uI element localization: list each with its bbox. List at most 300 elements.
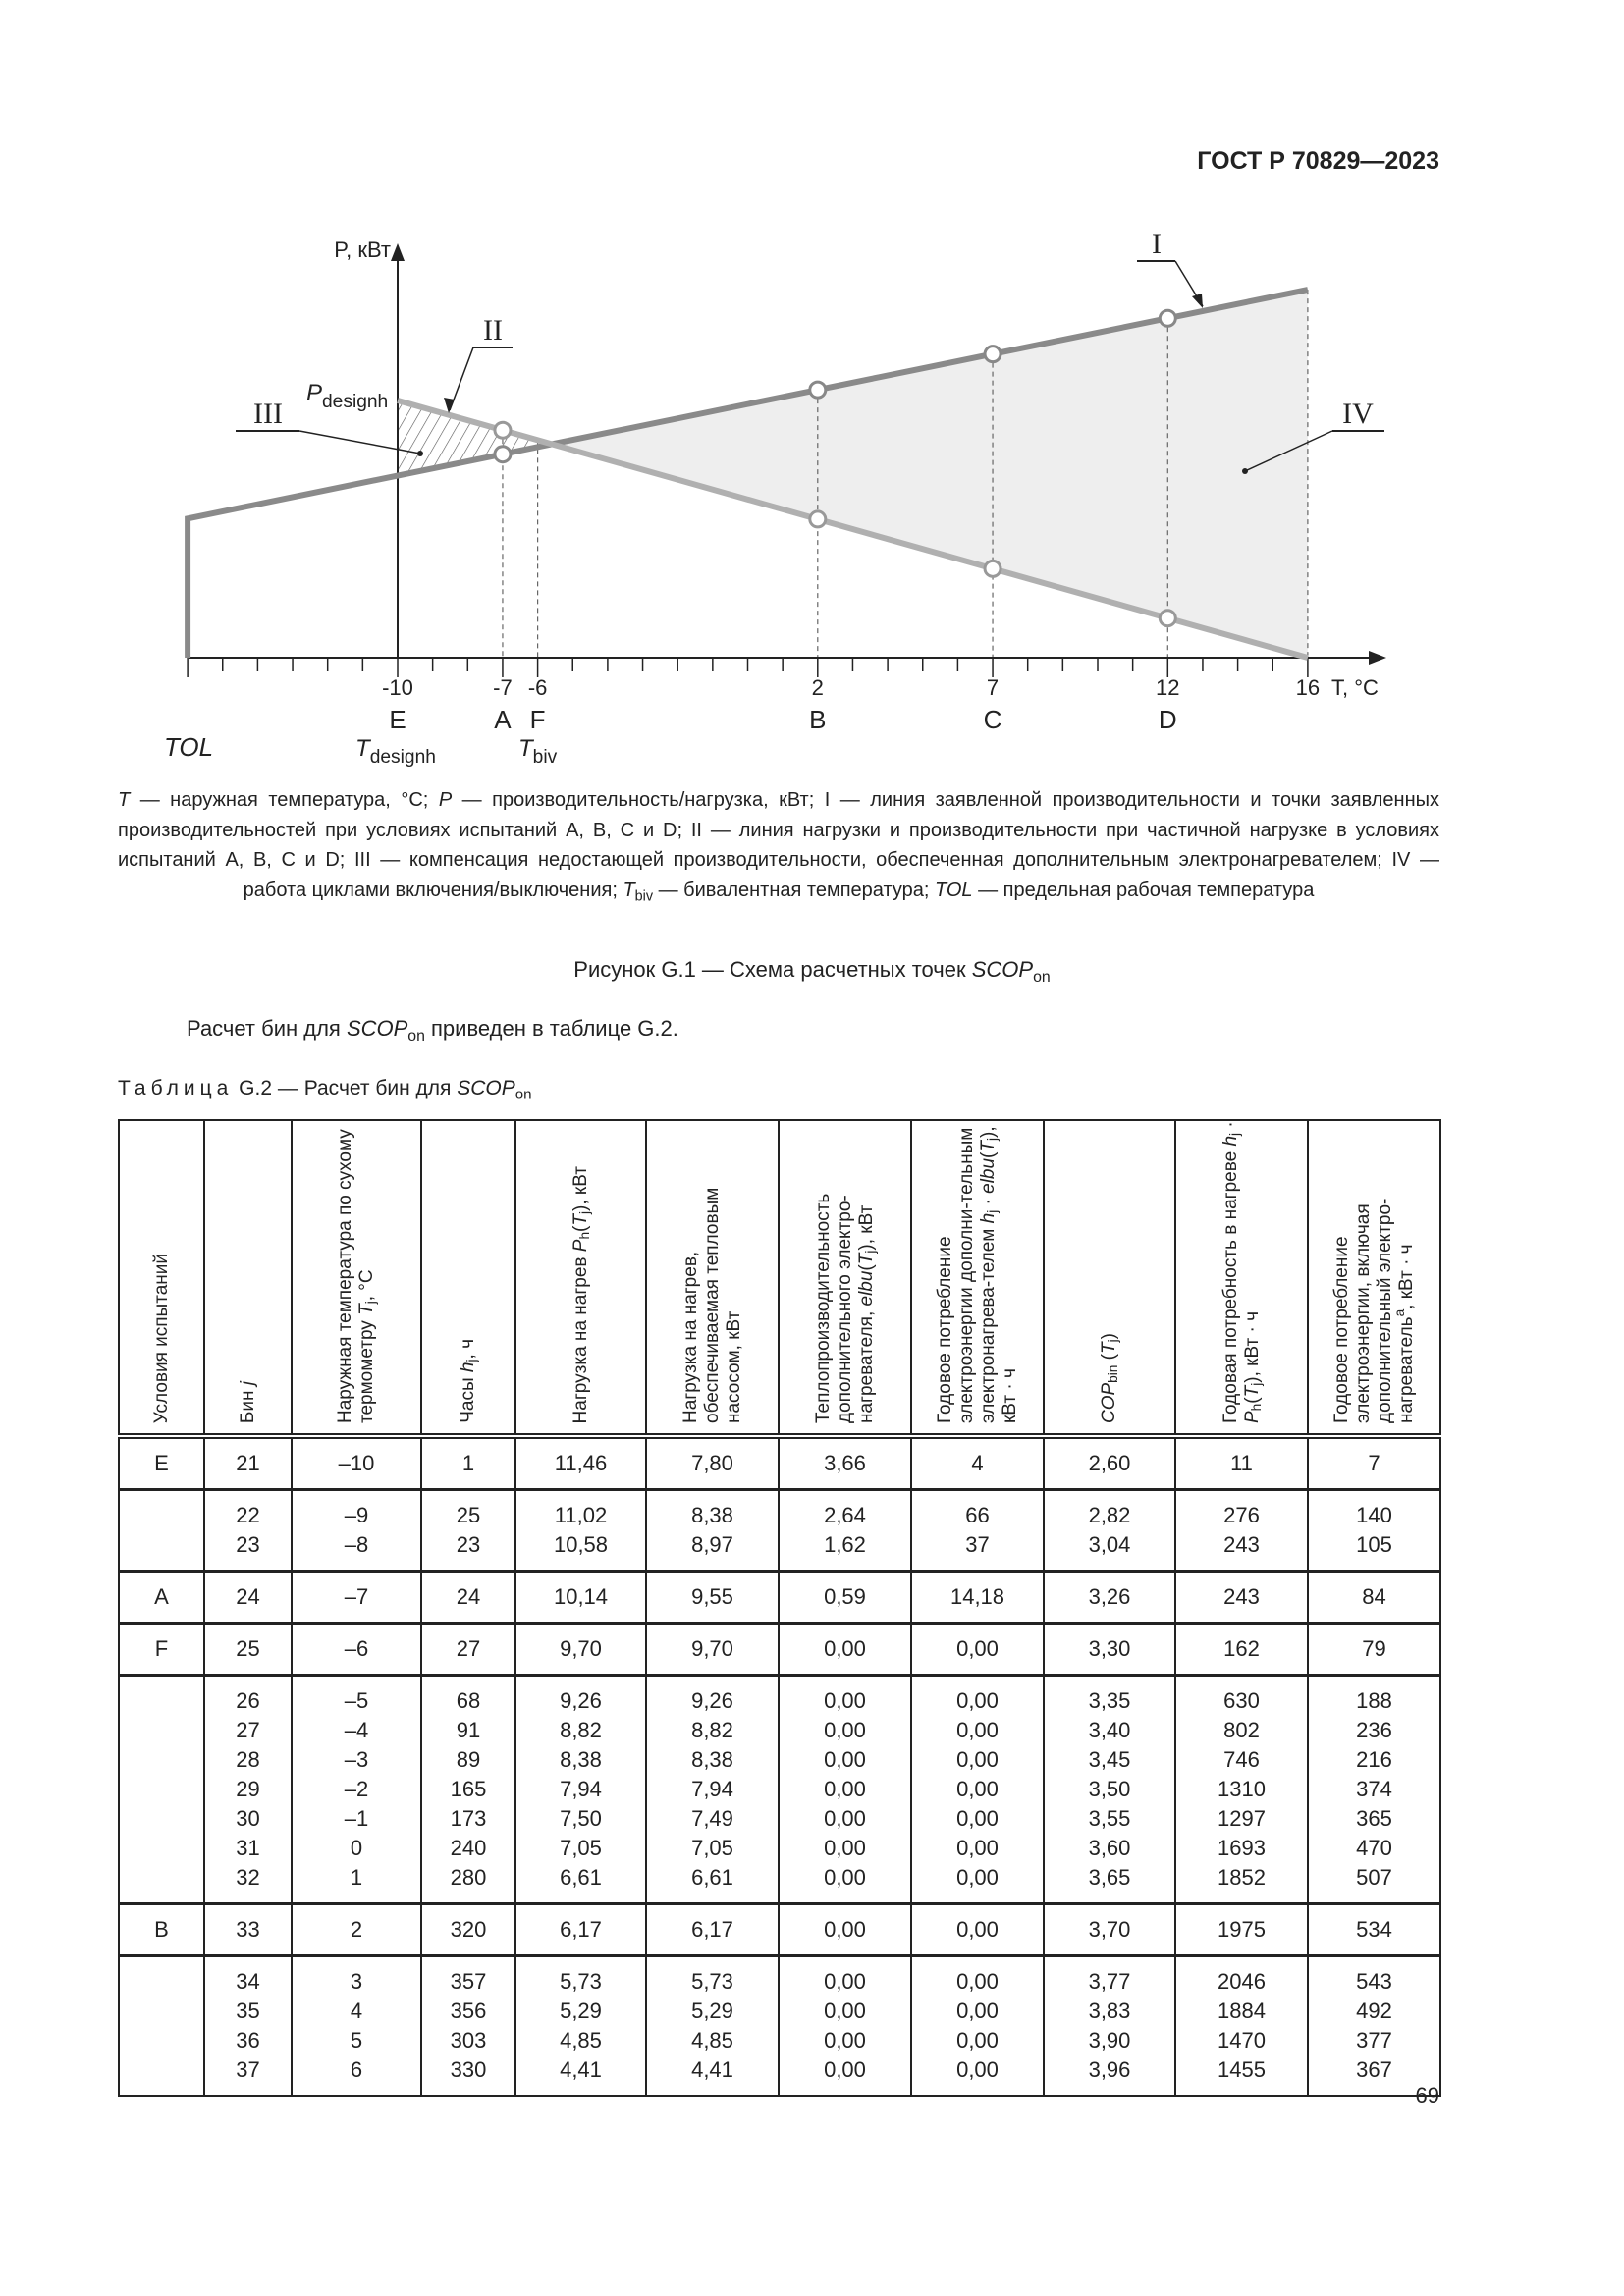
cell-value: 25: [236, 1636, 260, 1661]
cell-value: 165: [450, 1777, 487, 1801]
table-cell: [421, 1624, 515, 1676]
cell-value: 27: [236, 1718, 260, 1742]
column-header-label: [335, 1121, 378, 1423]
tol-label: TOL: [163, 732, 214, 762]
cell-value: 0,00: [956, 1636, 999, 1661]
text-run: T: [623, 879, 635, 901]
table-cell: [779, 1624, 911, 1676]
cell-value: 31: [236, 1836, 260, 1860]
table-cell: [292, 1490, 421, 1572]
table-cell: [1175, 1436, 1308, 1490]
text-run: T: [855, 1253, 877, 1265]
text-run: j: [984, 1209, 1000, 1213]
load-point: [1160, 611, 1175, 626]
cell-value: 365: [1356, 1806, 1392, 1831]
cell-value: 377: [1356, 2028, 1392, 2053]
table-cell: [421, 1904, 515, 1956]
cell-value: 0,59: [824, 1584, 866, 1609]
table-cell: [646, 1572, 779, 1624]
temperature-symbol-label: $T_{biv}$: [517, 735, 558, 768]
cell-value: 630: [1223, 1688, 1260, 1713]
column-header: [292, 1120, 421, 1436]
table-row-group: [119, 1624, 1440, 1676]
cell-value: 24: [236, 1584, 260, 1609]
cell-value: 3,26: [1088, 1584, 1131, 1609]
text-run: a: [1391, 1308, 1407, 1317]
text-run: elbu: [855, 1270, 877, 1307]
text-run: , °C: [356, 1269, 377, 1302]
text-run: Условия испытаний: [150, 1253, 172, 1423]
cell-value: 1470: [1218, 2028, 1266, 2053]
column-header: [1044, 1120, 1175, 1436]
cell-value: 3,90: [1088, 2028, 1131, 2053]
table-cell: [1044, 1676, 1175, 1904]
cell-value: –3: [344, 1747, 369, 1772]
leader-dot: [417, 451, 423, 456]
table-cell: [1308, 1904, 1440, 1956]
table-cell: [911, 1624, 1044, 1676]
text-run: TOL: [934, 879, 973, 901]
cell-value: 0,00: [956, 1806, 999, 1831]
cell-value: 1852: [1218, 1865, 1266, 1890]
cell-value: 11,46: [554, 1451, 608, 1475]
cell-value: 10,58: [553, 1532, 609, 1557]
table-cell: [421, 1572, 515, 1624]
cell-value: 0,00: [824, 1718, 866, 1742]
cell-value: 68: [456, 1688, 481, 1713]
table-cell: [421, 1956, 515, 2097]
table-cell: [515, 1904, 646, 1956]
table-cell: [646, 1904, 779, 1956]
cell-value: 6,17: [691, 1917, 733, 1942]
text-run: P: [569, 1239, 591, 1252]
cell-value: 7: [1368, 1451, 1380, 1475]
cell-value: –5: [344, 1688, 369, 1713]
label-i: I: [1152, 228, 1162, 260]
cell-value: 6,61: [691, 1865, 733, 1890]
text-run: P: [438, 789, 453, 811]
table-cell: [1308, 1436, 1440, 1490]
scop-calculation-points-chart: [0, 0, 1624, 775]
test-condition-cell: E: [119, 1436, 204, 1490]
text-run: j: [237, 1380, 258, 1386]
table-cell: [911, 1956, 1044, 2097]
column-header-label: [238, 1381, 259, 1423]
cell-value: 0,00: [824, 2028, 866, 2053]
table-cell: [646, 1956, 779, 2097]
table-cell: [779, 1572, 911, 1624]
cell-value: 0,00: [824, 1999, 866, 2023]
test-condition-cell: [119, 1676, 204, 1904]
text-run: SCOP: [346, 1016, 408, 1041]
load-point: [985, 561, 1001, 576]
table-cell: [292, 1436, 421, 1490]
x-tick-label: 2: [811, 675, 824, 700]
table-cell: [204, 1624, 292, 1676]
capacity-point: [810, 382, 826, 398]
x-axis-label: T, °C: [1331, 675, 1379, 700]
text-run: Годовое потребление электроэнергии, включая дополнительный электро-нагреватель: [1330, 1198, 1417, 1423]
cell-value: 3,30: [1088, 1636, 1131, 1661]
cell-value: 4,85: [691, 2028, 733, 2053]
cell-value: 0,00: [956, 1718, 999, 1742]
test-condition-label: B: [809, 705, 827, 734]
text-run: bin: [1106, 1364, 1121, 1383]
column-header: [779, 1120, 911, 1436]
cell-value: 5,29: [691, 1999, 733, 2023]
cell-value: 1,62: [824, 1532, 866, 1557]
cell-value: –9: [344, 1503, 369, 1527]
column-header-label: [813, 1121, 878, 1423]
text-run: j: [862, 1250, 878, 1254]
text-run: ): [1099, 1332, 1119, 1340]
column-header-label: [1331, 1121, 1418, 1423]
cell-value: 7,94: [691, 1777, 733, 1801]
cell-value: 4,41: [691, 2057, 733, 2082]
test-condition-cell: [119, 1956, 204, 2097]
table-cell: [515, 1436, 646, 1490]
cell-value: 3,04: [1088, 1532, 1131, 1557]
text-run: , ч: [458, 1339, 478, 1360]
cell-value: 9,26: [691, 1688, 733, 1713]
test-condition-label: A: [494, 705, 512, 734]
cell-value: 3,60: [1088, 1836, 1131, 1860]
cell-value: 1975: [1218, 1917, 1266, 1942]
cell-value: 7,49: [691, 1806, 733, 1831]
text-run: (: [1099, 1353, 1119, 1365]
text-run: — предельная рабочая температура: [972, 879, 1315, 901]
table-cell: [1308, 1490, 1440, 1572]
cell-value: 3,45: [1088, 1747, 1131, 1772]
cell-value: 543: [1356, 1969, 1392, 1994]
text-run: (: [855, 1264, 877, 1271]
table-cell: [515, 1956, 646, 2097]
leader-dot: [1242, 468, 1248, 474]
cell-value: 0,00: [824, 1636, 866, 1661]
table-cell: [204, 1572, 292, 1624]
cell-value: 21: [236, 1451, 260, 1475]
cell-value: –2: [344, 1777, 369, 1801]
cell-value: 8,38: [560, 1747, 602, 1772]
capacity-point: [985, 347, 1001, 362]
cell-value: –6: [344, 1636, 369, 1661]
cell-value: 356: [450, 1999, 487, 2023]
table-cell: [515, 1624, 646, 1676]
table-cell: [911, 1904, 1044, 1956]
table-cell: [292, 1956, 421, 2097]
cell-value: 105: [1356, 1532, 1392, 1557]
column-header: [119, 1120, 204, 1436]
table-cell: [1175, 1624, 1308, 1676]
cell-value: 3,40: [1088, 1718, 1131, 1742]
cell-value: 243: [1223, 1584, 1260, 1609]
cell-value: 162: [1223, 1636, 1260, 1661]
cell-value: 0,00: [824, 1688, 866, 1713]
cell-value: 3,77: [1088, 1969, 1131, 1994]
cell-value: 0,00: [956, 1747, 999, 1772]
cell-value: 1884: [1218, 1999, 1266, 2023]
page-number: 69: [1415, 2083, 1439, 2108]
text-run: T: [1099, 1342, 1119, 1354]
cell-value: 26: [236, 1688, 260, 1713]
column-header: [204, 1120, 292, 1436]
text-run: ·: [1219, 1121, 1241, 1133]
cell-value: 36: [236, 2028, 260, 2053]
cell-value: 276: [1223, 1503, 1260, 1527]
cell-value: 3,55: [1088, 1806, 1131, 1831]
table-cell: [911, 1676, 1044, 1904]
x-tick-label: 16: [1295, 675, 1321, 700]
cell-value: 746: [1223, 1747, 1260, 1772]
table-cell: [515, 1490, 646, 1572]
cell-value: 6: [350, 2057, 363, 2082]
table-row-group: [119, 1956, 1440, 2097]
cell-value: 3,50: [1088, 1777, 1131, 1801]
test-condition-label: C: [983, 705, 1002, 734]
text-run: Теплопроизводительность дополнительного электро-нагревателя,: [812, 1193, 877, 1423]
cell-value: –4: [344, 1718, 369, 1742]
cell-value: 1310: [1218, 1777, 1266, 1801]
table-cell: [292, 1904, 421, 1956]
text-run: biv: [634, 887, 654, 904]
figure-legend: [118, 785, 1439, 905]
cell-value: 0,00: [824, 1836, 866, 1860]
text-run: COP: [1099, 1382, 1119, 1423]
cell-value: 188: [1356, 1688, 1392, 1713]
text-run: G.2 — Расчет бин для: [233, 1077, 458, 1099]
text-run: Бин: [237, 1385, 258, 1423]
column-header: [1175, 1120, 1308, 1436]
table-cell: [204, 1904, 292, 1956]
table-cell: [646, 1624, 779, 1676]
column-header: [1308, 1120, 1440, 1436]
cell-value: 8,82: [691, 1718, 733, 1742]
cell-value: –8: [344, 1532, 369, 1557]
cell-value: 0,00: [956, 2028, 999, 2053]
table-cell: [779, 1956, 911, 2097]
text-run: (: [569, 1225, 591, 1232]
cell-value: 14,18: [949, 1584, 1005, 1609]
cell-value: 0,00: [824, 1777, 866, 1801]
table-row-group: [119, 1490, 1440, 1572]
text-run: ·: [977, 1193, 999, 1210]
cell-value: 7,80: [691, 1451, 733, 1475]
cell-value: 1455: [1218, 2057, 1266, 2082]
cell-value: 0,00: [824, 1747, 866, 1772]
table-cell: [1308, 1624, 1440, 1676]
table-cell: [1175, 1572, 1308, 1624]
cell-value: 0,00: [824, 1917, 866, 1942]
text-run: SCOP: [457, 1077, 515, 1099]
table-cell: [779, 1436, 911, 1490]
cell-value: 0,00: [956, 1777, 999, 1801]
cell-value: 243: [1223, 1532, 1260, 1557]
cell-value: 37: [236, 2057, 260, 2082]
cell-value: 240: [450, 1836, 487, 1860]
column-header: [911, 1120, 1044, 1436]
test-condition-cell: F: [119, 1624, 204, 1676]
text-run: ), кВт: [569, 1165, 591, 1211]
text-run: Таблица: [118, 1077, 234, 1099]
text-run: T: [356, 1304, 377, 1315]
cell-value: –1: [344, 1806, 369, 1831]
text-run: j: [1248, 1382, 1264, 1386]
table-header-row: [119, 1120, 1440, 1436]
text-run: j: [984, 1137, 1000, 1141]
y-axis-label: P, кВт: [334, 238, 391, 262]
column-header-label: [1099, 1333, 1120, 1423]
cell-value: 0,00: [956, 2057, 999, 2082]
table-cell: [1175, 1490, 1308, 1572]
x-tick-label: -7: [493, 675, 513, 700]
table-row-group: [119, 1572, 1440, 1624]
cell-value: 1297: [1218, 1806, 1266, 1831]
test-condition-cell: B: [119, 1904, 204, 1956]
text-run: on: [1033, 968, 1051, 986]
text-run: on: [514, 1086, 532, 1103]
cell-value: 3,70: [1088, 1917, 1131, 1942]
table-cell: [646, 1436, 779, 1490]
table-row-group: [119, 1904, 1440, 1956]
cell-value: 802: [1223, 1718, 1260, 1742]
table-cell: [646, 1676, 779, 1904]
column-header-label: [570, 1166, 592, 1423]
table-cell: [292, 1624, 421, 1676]
text-run: T: [118, 789, 131, 811]
table-cell: [515, 1572, 646, 1624]
table-cell: [421, 1676, 515, 1904]
table-cell: [1044, 1436, 1175, 1490]
text-run: ), кВт · ч: [977, 1126, 1020, 1423]
column-header-label: [935, 1121, 1021, 1423]
column-header-label: [1220, 1121, 1264, 1423]
text-run: T: [977, 1141, 999, 1152]
text-run: T: [569, 1213, 591, 1226]
label-iii: III: [253, 398, 283, 430]
figure-title: [0, 957, 1624, 986]
text-run: on: [407, 1027, 425, 1044]
text-run: j: [1226, 1132, 1242, 1136]
test-condition-cell: [119, 1490, 204, 1572]
cell-value: 357: [450, 1969, 487, 1994]
cell-value: 0,00: [824, 2057, 866, 2082]
cell-value: –7: [344, 1584, 369, 1609]
cell-value: 492: [1356, 1999, 1392, 2023]
table-cell: [779, 1490, 911, 1572]
capacity-point: [1160, 310, 1175, 326]
cell-value: 303: [450, 2028, 487, 2053]
cell-value: 0,00: [956, 1917, 999, 1942]
table-cell: [1175, 1676, 1308, 1904]
cell-value: 9,70: [560, 1636, 602, 1661]
table-cell: [1308, 1676, 1440, 1904]
column-header-label: [151, 1254, 173, 1423]
table-title: [118, 1077, 532, 1103]
leader-arrowhead: [1192, 294, 1203, 308]
cell-value: 11: [1230, 1451, 1253, 1475]
cell-value: 37: [965, 1532, 990, 1557]
cell-value: 9,55: [691, 1584, 733, 1609]
cell-value: 35: [236, 1999, 260, 2023]
cell-value: 2,64: [824, 1503, 866, 1527]
cell-value: 3,83: [1088, 1999, 1131, 2023]
cell-value: 6,17: [560, 1917, 602, 1942]
table-cell: [911, 1436, 1044, 1490]
p-designh-label: $P_{designh}$: [306, 380, 389, 412]
test-condition-label: E: [389, 705, 406, 734]
text-run: elbu: [977, 1157, 999, 1194]
cell-value: 8,97: [691, 1532, 733, 1557]
cell-value: 24: [456, 1584, 481, 1609]
cell-value: 0,00: [824, 1806, 866, 1831]
table-cell: [421, 1490, 515, 1572]
text-run: — бивалентная температура;: [653, 879, 935, 901]
cell-value: 23: [456, 1532, 481, 1557]
cell-value: 3,65: [1088, 1865, 1131, 1890]
cell-value: 1693: [1218, 1836, 1266, 1860]
cell-value: 5,29: [560, 1999, 602, 2023]
cell-value: 320: [450, 1917, 487, 1942]
cell-value: 236: [1356, 1718, 1392, 1742]
table-cell: [1308, 1956, 1440, 2097]
cell-value: 0,00: [956, 1969, 999, 1994]
cell-value: 5: [350, 2028, 363, 2053]
column-header: [515, 1120, 646, 1436]
cell-value: 34: [236, 1969, 260, 1994]
cell-value: 2: [350, 1917, 363, 1942]
x-tick-label: 7: [986, 675, 1000, 700]
table-cell: [1308, 1572, 1440, 1624]
cell-value: 3,66: [824, 1451, 866, 1475]
text-run: ), кВт · ч: [1241, 1310, 1263, 1383]
text-run: P: [1241, 1411, 1263, 1423]
table-cell: [204, 1436, 292, 1490]
cell-value: 507: [1356, 1865, 1392, 1890]
table-cell: [421, 1436, 515, 1490]
y-axis-arrow: [391, 243, 405, 261]
table-cell: [1044, 1956, 1175, 2097]
cell-value: 7,50: [560, 1806, 602, 1831]
cell-value: 8,38: [691, 1503, 733, 1527]
cell-value: 470: [1356, 1836, 1392, 1860]
x-axis-arrow: [1369, 651, 1386, 665]
column-header: [421, 1120, 515, 1436]
text-run: Годовое потребление электроэнергии дополни-тельным электронагрева-телем: [934, 1127, 999, 1423]
cell-value: 84: [1362, 1584, 1386, 1609]
cell-value: 28: [236, 1747, 260, 1772]
table-row-group: [119, 1436, 1440, 1490]
column-header: [646, 1120, 779, 1436]
text-run: приведен в таблице G.2.: [424, 1016, 678, 1041]
table-cell: [779, 1676, 911, 1904]
cell-value: 2,82: [1088, 1503, 1131, 1527]
document-code: ГОСТ Р 70829—2023: [1197, 147, 1439, 175]
label-ii: II: [483, 314, 503, 347]
cell-value: 2046: [1218, 1969, 1266, 1994]
cell-value: 9,70: [691, 1636, 733, 1661]
cell-value: 6,61: [560, 1865, 602, 1890]
cell-value: 280: [450, 1865, 487, 1890]
cell-value: 374: [1356, 1777, 1392, 1801]
cell-value: 216: [1356, 1747, 1392, 1772]
cell-value: 30: [236, 1806, 260, 1831]
cell-value: 33: [236, 1917, 260, 1942]
text-run: j: [363, 1301, 379, 1305]
text-run: j: [464, 1359, 480, 1362]
text-run: Расчет бин для: [187, 1016, 347, 1041]
cell-value: 173: [450, 1806, 487, 1831]
table-cell: [292, 1676, 421, 1904]
